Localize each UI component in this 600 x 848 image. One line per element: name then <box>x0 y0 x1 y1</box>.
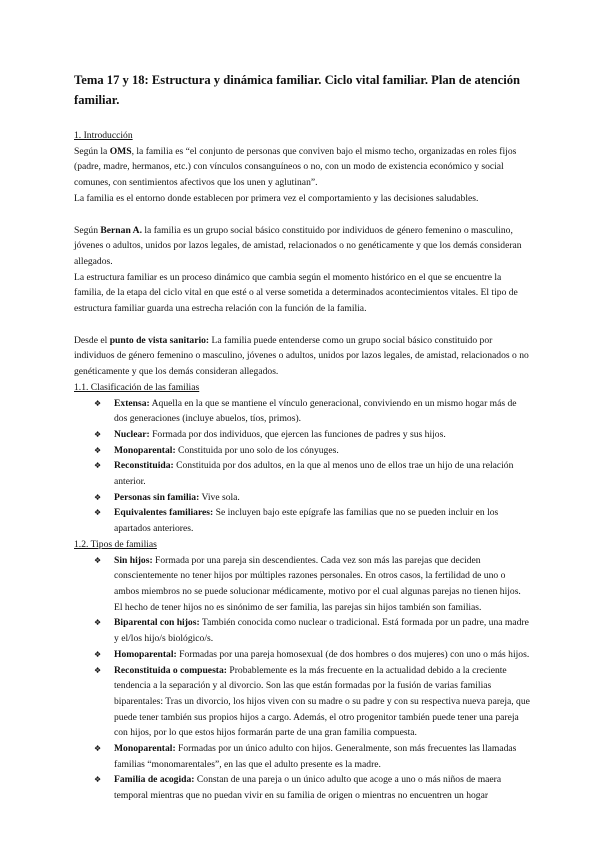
item-text: Constituida por dos adultos, en la que al menos uno de ellos trae un hijo de una relación anterior. <box>114 460 514 488</box>
sanitario-post: La familia puede entenderse como un grupo social básico constituido por individuos de género femenino o masculino, jóvenes o adultos, unidos por lazos legales, de amistad, relacionados o no genéticamente y que los demás consideran allegados. <box>74 334 529 378</box>
diamond-bullet-icon: ❖ <box>94 775 102 785</box>
diamond-bullet-icon: ❖ <box>94 429 102 439</box>
section-heading-clasificacion: 1.1. Clasificación de las familias <box>74 381 200 393</box>
diamond-bullet-icon: ❖ <box>94 665 102 675</box>
section-heading-tipos: 1.2. Tipos de familias <box>74 538 157 550</box>
diamond-bullet-icon: ❖ <box>94 555 102 565</box>
item-text: Constituida por uno solo de los cónyuges. <box>175 444 339 456</box>
item-text: También conocida como nuclear o tradicional. Está formada por un padre, una madre y el/los hijo/s biológico/s. <box>114 617 529 645</box>
item-text: Formada por dos individuos, que ejercen las funciones de padres y sus hijos. <box>149 428 446 440</box>
item-text: Probablemente es la más frecuente en la actualidad debido a la creciente tendencia a la separación y al divorcio. Son las que están formadas por la fusión de varias familias biparentales: Tras un divorcio, los hijos viven con su madre o su padre y con su respectiva nueva pareja, que puede tener también sus propios hijos a cargo. Además, el otro progenitor también puede tener una pareja con hijos, por lo que estos hijos formarán parte de una gran familia compuesta. <box>114 664 530 739</box>
list-item <box>94 396 530 427</box>
item-text: Se incluyen bajo este epígrafe las familias que no se pueden incluir en los apartados anteriores. <box>114 507 499 535</box>
oms-pre: Según la <box>74 145 110 157</box>
item-term: Equivalentes familiares: <box>114 507 214 519</box>
item-text: Vive sola. <box>199 491 240 503</box>
paragraph-sanitario <box>74 333 530 380</box>
diamond-bullet-icon: ❖ <box>94 461 102 471</box>
diamond-bullet-icon: ❖ <box>94 445 102 455</box>
types-list <box>74 553 530 804</box>
sanitario-bold: punto de vista sanitario: <box>109 334 210 346</box>
item-text: Formadas por un único adulto con hijos. Generalmente, son más frecuentes las llamadas familias “monomarentales”, en las que el adulto presente es la madre. <box>114 743 517 770</box>
list-item <box>94 647 530 663</box>
list-item <box>94 427 530 443</box>
paragraph-oms <box>74 144 530 191</box>
diamond-bullet-icon: ❖ <box>94 649 102 659</box>
item-term: Monoparental: <box>114 743 176 755</box>
document-title: Tema 17 y 18: Estructura y dinámica familiar. Ciclo vital familiar. Plan de atención familiar. <box>74 73 521 107</box>
item-term: Extensa: <box>114 397 150 409</box>
diamond-bullet-icon: ❖ <box>94 508 102 518</box>
item-term: Monoparental: <box>114 444 176 456</box>
diamond-bullet-icon: ❖ <box>94 492 102 502</box>
list-item <box>94 505 530 536</box>
item-term: Reconstituida o compuesta: <box>114 664 227 676</box>
item-term: Sin hijos: <box>114 554 153 566</box>
item-text: Constan de una pareja o un único adulto que acoge a uno o más niños de maera temporal mientras que no puedan vivir en su familia de origen o mientras no encuentren un hogar <box>114 774 502 802</box>
sanitario-pre: Desde el <box>74 334 110 346</box>
diamond-bullet-icon: ❖ <box>94 744 102 754</box>
bernan-pre: Según <box>74 224 101 236</box>
classification-list <box>74 396 530 537</box>
list-item <box>94 443 530 459</box>
section-heading-introduccion: 1. Introducción <box>74 130 133 141</box>
list-item <box>94 663 530 742</box>
item-text: Aquella en la que se mantiene el vínculo generacional, conviviendo en un mismo hogar más de dos generaciones (incluye abuelos, tíos, primos). <box>114 397 517 425</box>
item-term: Reconstituida: <box>114 460 174 472</box>
list-item <box>94 553 530 616</box>
item-term: Nuclear: <box>114 428 150 440</box>
paragraph-estructura: La estructura familiar es un proceso dinámico que cambia según el momento histórico en el que se encuentre la familia, de la etapa del ciclo vital en que esté o al verse sometida a determinados acontecimientos vitales. El tipo de estructura familiar guarda una estrecha relación con la función de la familia. <box>74 271 518 315</box>
bernan-bold: Bernan A. <box>100 224 142 236</box>
item-term: Biparental con hijos: <box>114 617 200 629</box>
diamond-bullet-icon: ❖ <box>94 398 102 408</box>
item-term: Personas sin familia: <box>114 491 200 503</box>
paragraph-bernan <box>74 223 530 270</box>
item-text: Formada por una pareja sin descendientes. Cada vez son más las parejas que deciden conscientemente no tener hijos por múltiples razones personales. En otros casos, la fertilidad de uno o ambos miembros no se puede solucionar médicamente, motivo por el cual algunas parejas no tienen hijos. El hecho de tener hijos no es sinónimo de ser familia, las parejas sin hijos también son familias. <box>114 554 521 613</box>
item-term: Homoparental: <box>114 648 177 660</box>
list-item <box>94 772 530 803</box>
bernan-post: la familia es un grupo social básico constituido por individuos de género femenino o masculino, jóvenes o adultos, unidos por lazos legales, de amistad, relacionados o no genéticamente y que los demás consideran allegados. <box>74 224 522 267</box>
paragraph-entorno: La familia es el entorno donde establecen por primera vez el comportamiento y las decisiones saludables. <box>74 192 479 204</box>
oms-bold: OMS <box>109 145 132 157</box>
list-item <box>94 615 530 646</box>
item-text: Formadas por una pareja homosexual (de dos hombres o dos mujeres) con uno o más hijos. <box>176 648 530 660</box>
list-item <box>94 490 530 506</box>
item-term: Familia de acogida: <box>114 774 195 786</box>
oms-post: , la familia es “el conjunto de personas que conviven bajo el mismo techo, organizadas en roles fijos (padre, madre, hermanos, etc.) con vínculos consanguíneos o no, con un modo de existencia económico y social comunes, con sentimientos afectivos que los unen y aglutinan”. <box>74 145 517 189</box>
list-item <box>94 741 530 772</box>
diamond-bullet-icon: ❖ <box>94 618 102 628</box>
list-item <box>94 458 530 489</box>
